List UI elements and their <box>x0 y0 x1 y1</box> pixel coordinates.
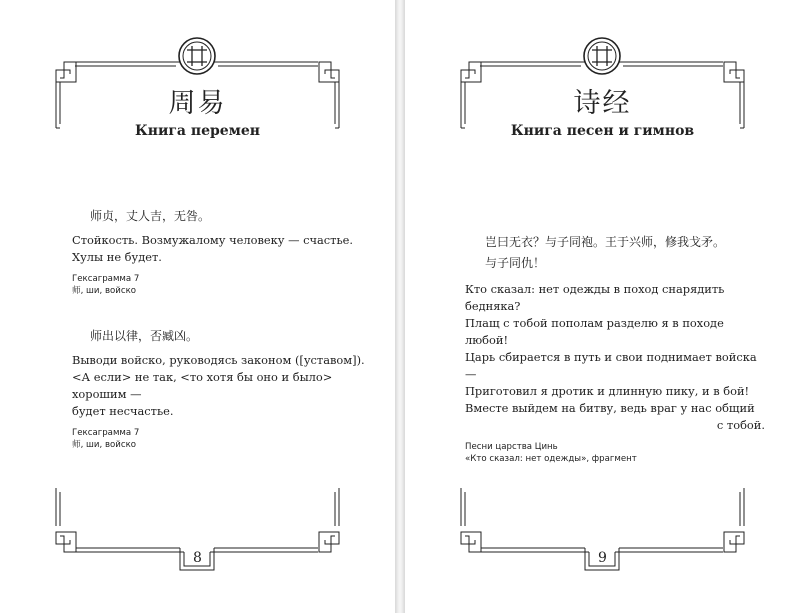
page-number: 8 <box>193 550 202 566</box>
left-page <box>0 0 395 613</box>
poem-entry <box>465 233 765 465</box>
source-line: «Кто сказал: нет одежды», фрагмент <box>465 454 637 464</box>
entry-2 <box>72 327 372 451</box>
title-russian: Книга перемен <box>134 123 261 139</box>
entry-1 <box>72 207 372 297</box>
entry-translation-line: Выводи войско, руководясь законом ([уставом]). <box>72 353 365 367</box>
poem-chinese-line: 岂曰无衣？与子同袍。王于兴师，修我戈矛。 <box>485 235 726 249</box>
source-line: Гексаграмма 7 <box>72 428 140 438</box>
entry-translation-line: Стойкость. Возмужалому человеку — счастье. <box>72 233 354 247</box>
entry-chinese: 师出以律，否臧凶。 <box>90 329 199 343</box>
title-russian: Книга песен и гимнов <box>510 123 695 139</box>
entry-translation-line: будет несчастье. <box>72 404 174 418</box>
source-line: Гексаграмма 7 <box>72 274 140 284</box>
poem-translation-line: Приготовил я дротик и длинную пику, и в бой! <box>465 384 750 398</box>
poem-chinese-line: 与子同仇！ <box>485 256 546 270</box>
entry-translation-line: Хулы не будет. <box>72 250 162 264</box>
source-line: Песни царства Цинь <box>465 442 558 452</box>
entry-chinese: 师贞，丈人吉，无咎。 <box>90 209 211 223</box>
book-gutter <box>395 0 405 613</box>
poem-translation-line: Кто сказал: нет одежды в поход снарядить бедняка? <box>465 282 725 313</box>
entry-source <box>72 273 372 297</box>
source-line: 师, ши, войско <box>72 286 137 296</box>
title-chinese: 诗经 <box>573 88 632 119</box>
poem-translation-line: Вместе выйдем на битву, ведь враг у нас общий <box>465 401 755 415</box>
page-number: 9 <box>598 550 607 566</box>
poem-translation-line: Царь сбирается в путь и свои поднимает войска — <box>465 350 757 381</box>
poem-source <box>465 441 765 465</box>
entry-translation-line: <А если> не так, <то хотя бы оно и было> хорошим — <box>72 370 333 401</box>
right-page <box>405 0 800 613</box>
poem-translation-tail: с тобой. <box>716 418 765 432</box>
entry-source <box>72 427 372 451</box>
poem-translation-line: Плащ с тобой пополам разделю я в походе любой! <box>465 316 724 347</box>
source-line: 师, ши, войско <box>72 440 137 450</box>
title-chinese: 周易 <box>168 88 227 119</box>
